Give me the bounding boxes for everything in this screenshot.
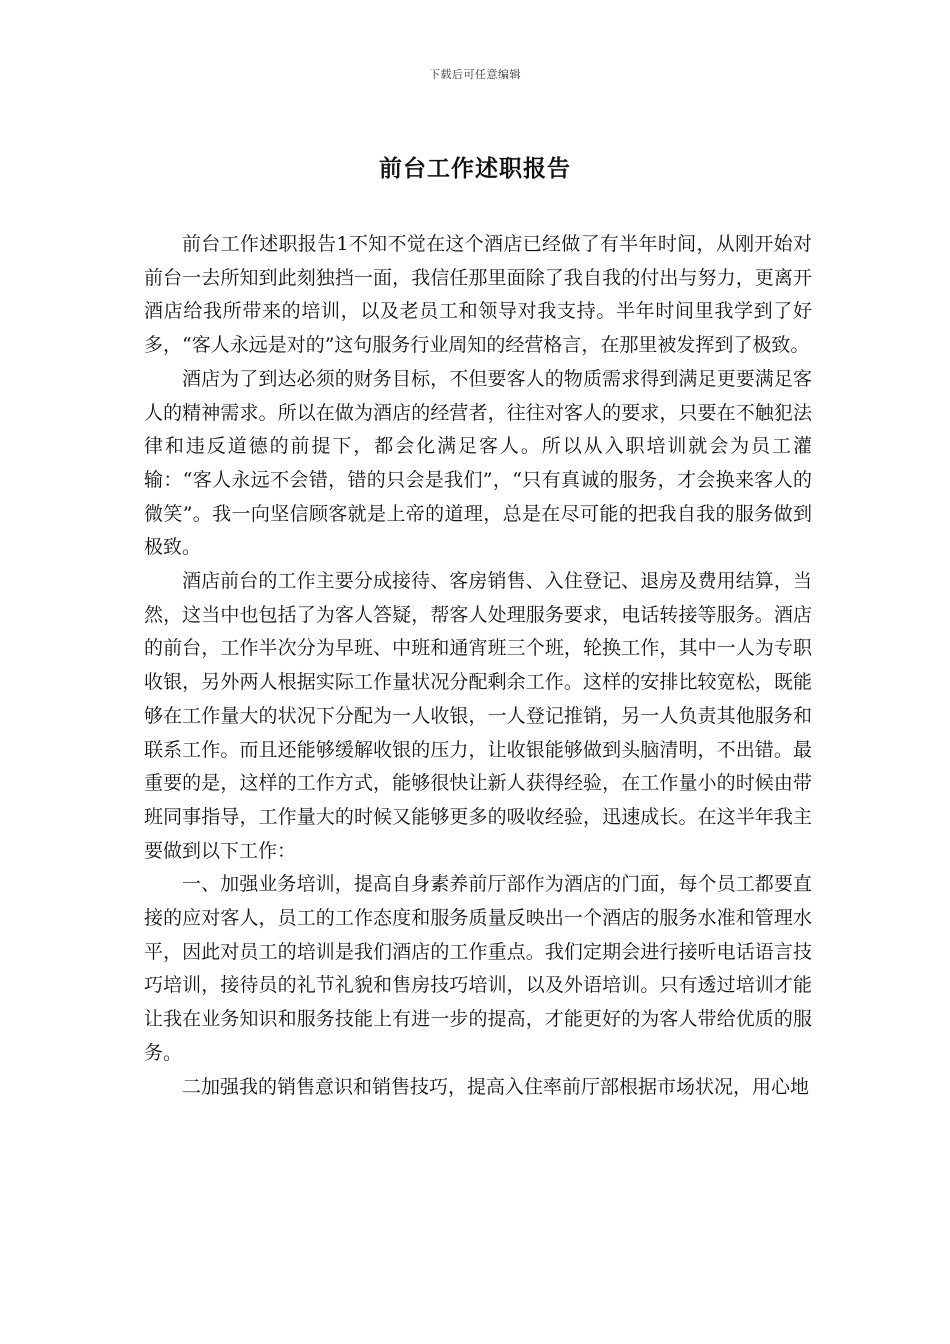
paragraph: 酒店前台的工作主要分成接待、客房销售、入住登记、退房及费用结算，当然，这当中也包括了为客人答疑，帮客人处理服务要求，电话转接等服务。酒店的前台，工作半次分为早班、中班和通宵班三个班，轮换工作，其中一人为专职收银，另外两人根据实际工作量状况分配剩余工作。这样的安排比较宽松，既能够在工作量大的状况下分配为一人收银，一人登记推销，另一人负责其他服务和联系工作。而且还能够缓解收银的压力，让收银能够做到头脑清明，不出错。最重要的是，这样的工作方式，能够很快让新人获得经验，在工作量小的时候由带班同事指导，工作量大的时候又能够更多的吸收经验，迅速成长。在这半年我主要做到以下工作： (144, 570, 812, 862)
paragraph: 一、加强业务培训，提高自身素养前厅部作为酒店的门面，每个员工都要直接的应对客人，员工的工作态度和服务质量反映出一个酒店的服务水准和管理水平，因此对员工的培训是我们酒店的工作重点。我们定期会进行接听电话语言技巧培训，接待员的礼节礼貌和售房技巧培训，以及外语培训。只有透过培训才能让我在业务知识和服务技能上有进一步的提高，才能更好的为客人带给优质的服务。 (144, 873, 812, 1064)
document-title: 前台工作述职报告 (379, 155, 571, 182)
paragraph: 前台工作述职报告1不知不觉在这个酒店已经做了有半年时间，从刚开始对前台一去所知到此刻独挡一面，我信任那里面除了我自我的付出与努力，更离开酒店给我所带来的培训，以及老员工和领导对我支持。半年时间里我学到了好多，“客人永远是对的”这句服务行业周知的经营格言，在那里被发挥到了极致。 (144, 233, 812, 357)
paragraph: 二加强我的销售意识和销售技巧，提高入住率前厅部根据市场状况，用心地 (182, 1075, 810, 1098)
header-note: 下载后可任意编辑 (429, 68, 521, 81)
document-body (144, 228, 812, 1104)
paragraph: 酒店为了到达必须的财务目标，不但要客人的物质需求得到满足更要满足客人的精神需求。所以在做为酒店的经营者，往往对客人的要求，只要在不触犯法律和违反道德的前提下，都会化满足客人。所以从入职培训就会为员工灌输：“客人永远不会错，错的只会是我们”，“只有真诚的服务，才会换来客人的微笑”。我一向坚信顾客就是上帝的道理，总是在尽可能的把我自我的服务做到极致。 (144, 367, 812, 559)
